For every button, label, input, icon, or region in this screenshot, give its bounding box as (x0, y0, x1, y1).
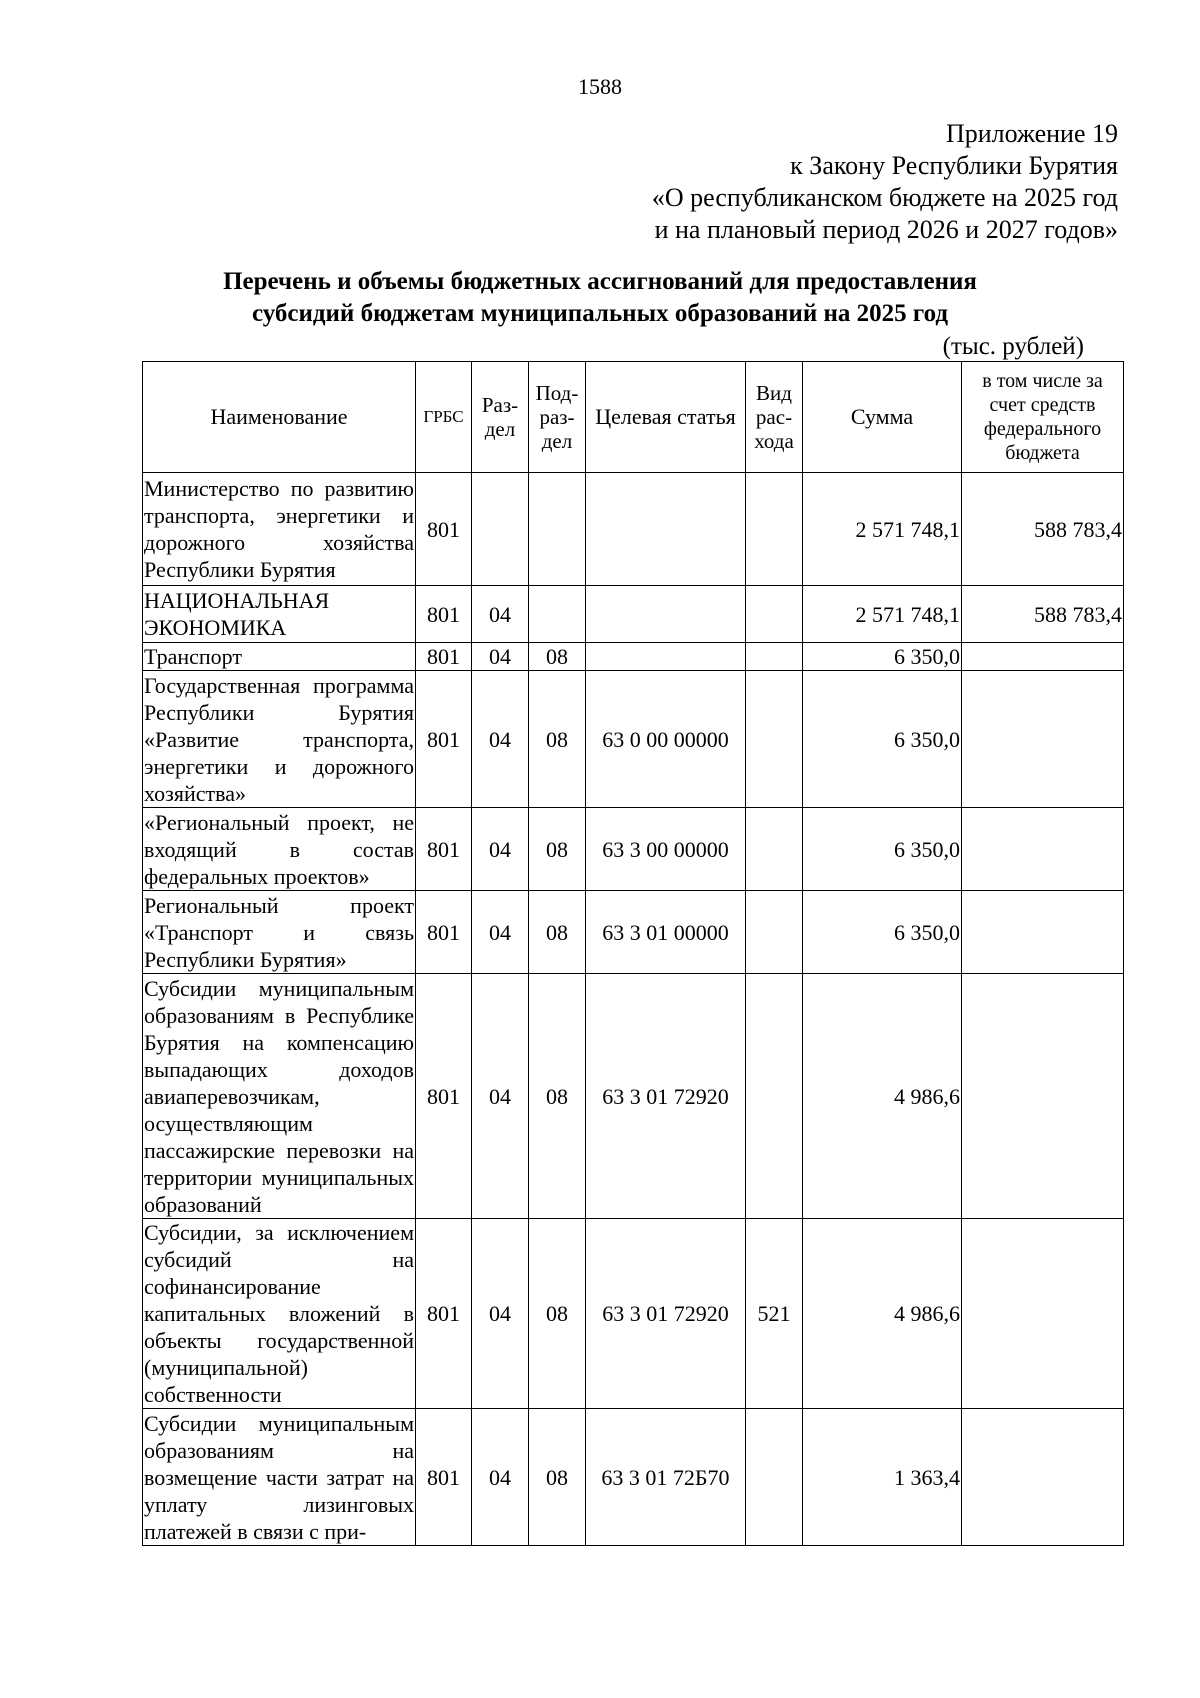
header-grbs: ГРБС (416, 362, 472, 473)
cell-article (586, 473, 746, 586)
table-body (143, 473, 1124, 1546)
table-row (143, 808, 1124, 891)
header-sum: Сумма (803, 362, 962, 473)
table-row (143, 974, 1124, 1219)
cell-article: 63 3 00 00000 (586, 808, 746, 891)
appendix-line-4: и на плановый период 2026 и 2027 годов» (654, 215, 1118, 244)
appendix-line-2: к Закону Республики Бурятия (790, 151, 1118, 180)
cell-razdel: 04 (472, 974, 529, 1219)
cell-podrazdel: 08 (529, 643, 586, 671)
cell-name: Транспорт (143, 643, 416, 671)
cell-article: 63 0 00 00000 (586, 671, 746, 808)
table-header-row (143, 362, 1124, 473)
table-row (143, 671, 1124, 808)
cell-name: «Региональный проект, не входящий в состав федеральных проектов» (144, 809, 414, 889)
cell-grbs: 801 (416, 1219, 472, 1409)
cell-federal (962, 1409, 1124, 1546)
document-title (0, 266, 1200, 330)
cell-podrazdel: 08 (529, 808, 586, 891)
cell-sum: 6 350,0 (803, 671, 962, 808)
cell-federal (962, 974, 1124, 1219)
header-razdel (472, 362, 529, 473)
cell-sum: 6 350,0 (803, 643, 962, 671)
cell-razdel: 04 (472, 891, 529, 974)
cell-name: Министерство по развитию транспорта, энергетики и дорожного хозяйства Республики Бурятия (143, 473, 416, 586)
header-name: Наименование (143, 362, 416, 473)
cell-grbs: 801 (416, 808, 472, 891)
cell-podrazdel: 08 (529, 1219, 586, 1409)
table-row (143, 1409, 1124, 1546)
cell-vid (746, 671, 803, 808)
cell-article: 63 3 01 00000 (586, 891, 746, 974)
table-row (143, 586, 1124, 643)
cell-federal: 588 783,4 (962, 586, 1124, 643)
cell-sum: 1 363,4 (803, 1409, 962, 1546)
cell-razdel: 04 (472, 808, 529, 891)
cell-grbs: 801 (416, 891, 472, 974)
cell-podrazdel: 08 (529, 671, 586, 808)
cell-grbs: 801 (416, 1409, 472, 1546)
cell-podrazdel (529, 586, 586, 643)
cell-grbs: 801 (416, 671, 472, 808)
title-line-2: субсидий бюджетам муниципальных образований на 2025 год (251, 300, 949, 327)
cell-name: Региональный проект «Транспорт и связь Республики Бурятия» (144, 892, 414, 972)
cell-federal (962, 891, 1124, 974)
cell-vid (746, 808, 803, 891)
cell-grbs: 801 (416, 974, 472, 1219)
cell-sum: 6 350,0 (803, 808, 962, 891)
cell-razdel: 04 (472, 1219, 529, 1409)
cell-razdel: 04 (472, 586, 529, 643)
units-label: (тыс. рублей) (942, 333, 1084, 360)
cell-name: Субсидии муниципальным образованиям на возмещение части затрат на уплату лизинговых платежей в связи с при- (144, 1410, 414, 1544)
cell-vid (746, 1409, 803, 1546)
cell-grbs: 801 (416, 643, 472, 671)
cell-article (586, 586, 746, 643)
cell-vid: 521 (746, 1219, 803, 1409)
cell-article (586, 643, 746, 671)
cell-vid (746, 586, 803, 643)
appendix-note (652, 118, 1118, 246)
cell-razdel (472, 473, 529, 586)
budget-table (142, 361, 1124, 1546)
cell-name: Субсидии муниципальным образованиям в Республике Бурятия на компенсацию выпадающих доходов авиаперевозчикам, осуществляющим пассажирские перевозки на территории муниципальных образований (144, 975, 414, 1217)
cell-federal (962, 643, 1124, 671)
cell-name: Государственная программа Республики Бурятия «Развитие транспорта, энергетики и дорожного хозяйства» (144, 672, 414, 806)
header-razdel-text: Раз- дел (481, 393, 519, 441)
table-row (143, 643, 1124, 671)
cell-vid (746, 643, 803, 671)
table-row (143, 473, 1124, 586)
cell-federal (962, 808, 1124, 891)
cell-podrazdel: 08 (529, 1409, 586, 1546)
header-expense-type-text: Вид рас- хода (754, 381, 794, 453)
cell-sum: 2 571 748,1 (803, 586, 962, 643)
cell-article: 63 3 01 72920 (586, 974, 746, 1219)
cell-podrazdel: 08 (529, 974, 586, 1219)
table-row (143, 891, 1124, 974)
cell-article: 63 3 01 72Б70 (586, 1409, 746, 1546)
cell-grbs: 801 (416, 586, 472, 643)
cell-podrazdel: 08 (529, 891, 586, 974)
cell-vid (746, 891, 803, 974)
cell-vid (746, 473, 803, 586)
cell-sum: 4 986,6 (803, 974, 962, 1219)
header-expense-type (746, 362, 803, 473)
cell-federal: 588 783,4 (962, 473, 1124, 586)
cell-razdel: 04 (472, 1409, 529, 1546)
cell-article: 63 3 01 72920 (586, 1219, 746, 1409)
cell-sum: 4 986,6 (803, 1219, 962, 1409)
cell-razdel: 04 (472, 671, 529, 808)
cell-name: Субсидии, за исключением субсидий на софинансирование капитальных вложений в объекты государственной (муниципальной) собственности (144, 1220, 414, 1407)
cell-sum: 6 350,0 (803, 891, 962, 974)
header-podrazdel-text: Под- раз- дел (535, 381, 579, 453)
page-number: 1588 (578, 74, 622, 99)
header-target-article: Целевая статья (586, 362, 746, 473)
cell-vid (746, 974, 803, 1219)
appendix-line-3: «О республиканском бюджете на 2025 год (651, 183, 1118, 212)
cell-grbs: 801 (416, 473, 472, 586)
cell-razdel: 04 (472, 643, 529, 671)
cell-federal (962, 671, 1124, 808)
cell-podrazdel (529, 473, 586, 586)
header-federal: в том числе за счет средств федерального бюджета (962, 362, 1124, 473)
title-line-1: Перечень и объемы бюджетных ассигнований для предоставления (223, 268, 977, 295)
appendix-line-1: Приложение 19 (945, 119, 1118, 148)
cell-federal (962, 1219, 1124, 1409)
header-podrazdel (529, 362, 586, 473)
cell-sum: 2 571 748,1 (803, 473, 962, 586)
table-row (143, 1219, 1124, 1409)
cell-name: НАЦИОНАЛЬНАЯ ЭКОНОМИКА (143, 586, 416, 643)
